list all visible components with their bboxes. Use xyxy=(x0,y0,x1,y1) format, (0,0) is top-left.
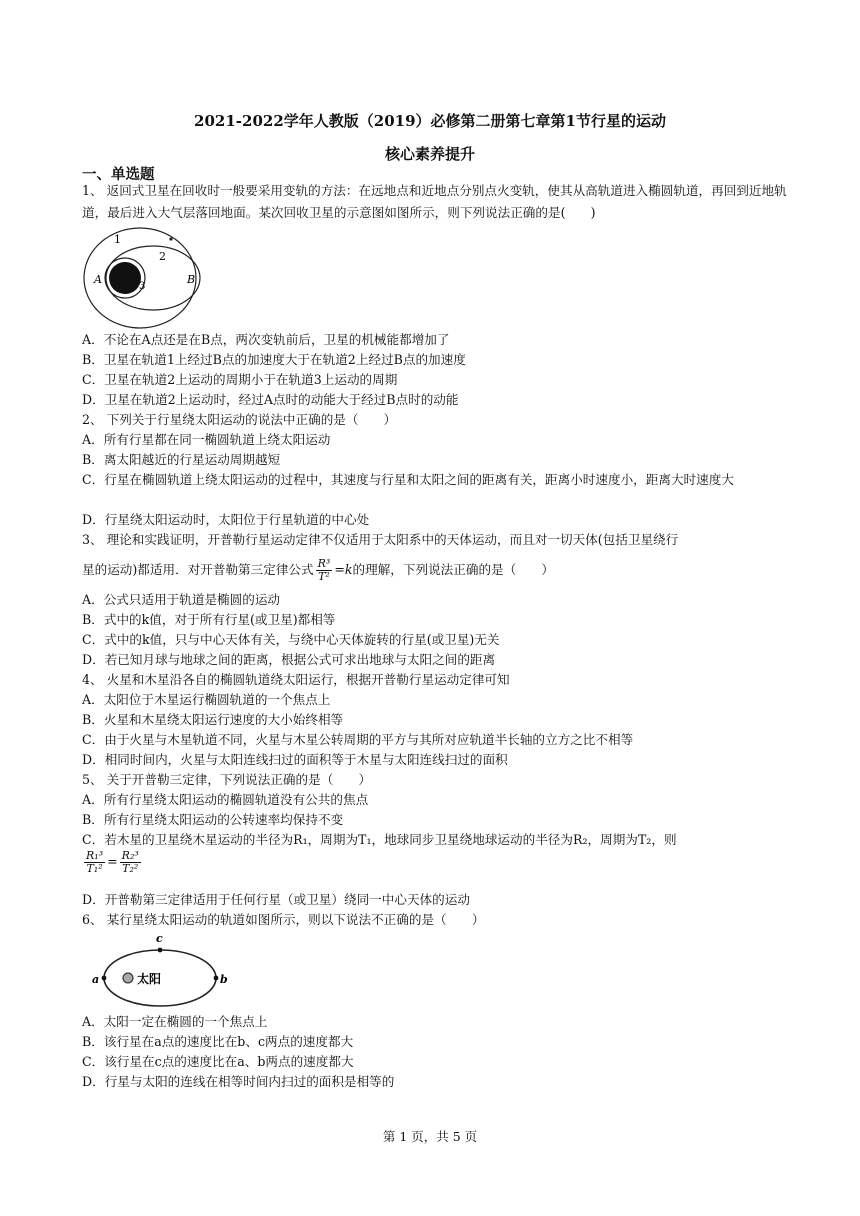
q4-option-b: B．火星和木星绕太阳运行速度的大小始终相等 xyxy=(82,712,344,727)
orbit-diagram-figure xyxy=(80,226,202,330)
q6-option-b: B．该行星在a点的速度比在b、c两点的速度都大 xyxy=(82,1034,354,1049)
label-3: 3 xyxy=(139,281,146,292)
q3-option-c: C．式中的k值，只与中心天体有关，与绕中心天体旋转的行星(或卫星)无关 xyxy=(82,632,500,647)
sun-orbit-figure xyxy=(92,930,232,1010)
satellite-dot xyxy=(169,237,172,240)
question-2-stem: 2、 下列关于行星绕太阳运动的说法中正确的是（ ） xyxy=(82,412,397,427)
section-heading: 一、单选题 xyxy=(82,167,155,183)
q1-option-c: C．卫星在轨道2上运动的周期小于在轨道3上运动的周期 xyxy=(82,372,398,387)
q5-right-denominator: T₂² xyxy=(122,862,139,875)
doc-subtitle: 核心素养提升 xyxy=(384,145,475,163)
q1-option-b: B．卫星在轨道1上经过B点的加速度大于在轨道2上经过B点的加速度 xyxy=(82,352,466,367)
q5-left-denominator: T₁² xyxy=(86,862,103,875)
earth-disk xyxy=(109,262,141,294)
question-4-stem: 4、 火星和木星沿各自的椭圆轨道绕太阳运行，根据开普勒行星运动定律可知 xyxy=(82,672,510,687)
q4-option-c: C．由于火星与木星轨道不同，火星与木星公转周期的平方与其所对应轨道半长轴的立方之比不相等 xyxy=(82,732,634,747)
q5-right-numerator: R₂³ xyxy=(121,849,139,862)
q6-option-a: A．太阳一定在椭圆的一个焦点上 xyxy=(82,1014,268,1029)
question-3-stem-line1: 3、 理论和实践证明，开普勒行星运动定律不仅适用于太阳系中的天体运动，而且对一切天体(包括卫星绕行 xyxy=(82,532,679,547)
label-a: a xyxy=(92,973,100,986)
q3-option-b: B．式中的k值，对于所有行星(或卫星)都相等 xyxy=(82,612,336,627)
label-2: 2 xyxy=(159,250,166,263)
point-a-dot xyxy=(102,976,107,981)
q5-option-b: B．所有行星绕太阳运动的公转速率均保持不变 xyxy=(82,812,344,827)
q6-option-c: C．该行星在c点的速度比在a、b两点的速度都大 xyxy=(82,1054,354,1069)
q3-option-d: D．若已知月球与地球之间的距离，根据公式可求出地球与太阳之间的距离 xyxy=(82,652,496,667)
q5-formula-right xyxy=(120,850,141,875)
q2-option-a: A．所有行星都在同一椭圆轨道上绕太阳运动 xyxy=(82,432,331,447)
q3-option-a: A．公式只适用于轨道是椭圆的运动 xyxy=(82,592,281,607)
question-5-stem: 5、 关于开普勒三定律，下列说法正确的是（ ） xyxy=(82,772,372,787)
question-6-stem: 6、 某行星绕太阳运动的轨道如图所示，则以下说法不正确的是（ ） xyxy=(82,912,485,927)
q3-stem-part-b: 星的运动)都适用．对开普勒第三定律公式 xyxy=(82,562,314,577)
q5-formula-left xyxy=(84,850,105,875)
q1-option-d: D．卫星在轨道2上运动时，经过A点时的动能大于经过B点时的动能 xyxy=(82,392,459,407)
page-footer: 第 1 页，共 5 页 xyxy=(382,1129,478,1144)
q5-left-numerator: R₁³ xyxy=(86,849,104,862)
formula-denominator: T² xyxy=(318,570,330,583)
q4-option-d: D．相同时间内，火星与太阳连线扫过的面积等于木星与太阳连线扫过的面积 xyxy=(82,752,508,767)
label-a: A xyxy=(94,273,102,286)
label-c: c xyxy=(156,932,163,945)
kepler-formula-fraction xyxy=(316,558,333,583)
q2-option-b: B．离太阳越近的行星运动周期越短 xyxy=(82,452,281,467)
label-b: B xyxy=(187,273,196,286)
label-1: 1 xyxy=(114,233,121,246)
point-b-dot xyxy=(214,976,219,981)
q1-option-a: A．不论在A点还是在B点，两次变轨前后，卫星的机械能都增加了 xyxy=(82,332,450,347)
q6-option-d: D．行星与太阳的连线在相等时间内扫过的面积是相等的 xyxy=(82,1074,395,1089)
formula-numerator: R³ xyxy=(317,557,331,570)
doc-title: 2021-2022学年人教版（2019）必修第二册第七章第1节行星的运动 xyxy=(194,112,666,130)
question-1-stem: 1、 返回式卫星在回收时一般要采用变轨的方法：在远地点和近地点分别点火变轨，使其从高轨道进入椭圆轨道，再回到近地轨道，最后进入大气层落回地面。某次回收卫星的示意图如图所示，则下列说法正确的是( ) xyxy=(82,183,787,220)
label-sun: 太阳 xyxy=(137,972,162,986)
q5-option-d: D．开普勒第三定律适用于任何行星（或卫星）绕同一中心天体的运动 xyxy=(82,892,470,907)
q3-stem-part-c: 的理解，下列说法正确的是（ ） xyxy=(352,562,554,577)
sun-dot xyxy=(123,973,133,983)
question-3-stem-line2 xyxy=(82,552,804,588)
q5-formula-line: $\frac{\text{R₁³}}{\text{T₁²}}$ = $\frac{\text{R₂³}}{\text{T₂²}}$ xyxy=(86,849,139,875)
q5-option-a: A．所有行星绕太阳运动的椭圆轨道没有公共的焦点 xyxy=(82,792,369,807)
point-c-dot xyxy=(158,948,163,953)
label-b: b xyxy=(220,973,228,986)
formula-rhs: =k xyxy=(334,562,353,577)
q2-option-d: D．行星绕太阳运动时，太阳位于行星轨道的中心处 xyxy=(82,512,370,527)
q4-option-a: A．太阳位于木星运行椭圆轨道的一个焦点上 xyxy=(82,692,331,707)
q2-option-c: C．行星在椭圆轨道上绕太阳运动的过程中，其速度与行星和太阳之间的距离有关，距离小时速度小，距离大时速度大 xyxy=(82,472,734,487)
q5-option-c: C．若木星的卫星绕木星运动的半径为R₁，周期为T₁，地球同步卫星绕地球运动的半径为R₂，周期为T₂，则 xyxy=(82,832,677,847)
